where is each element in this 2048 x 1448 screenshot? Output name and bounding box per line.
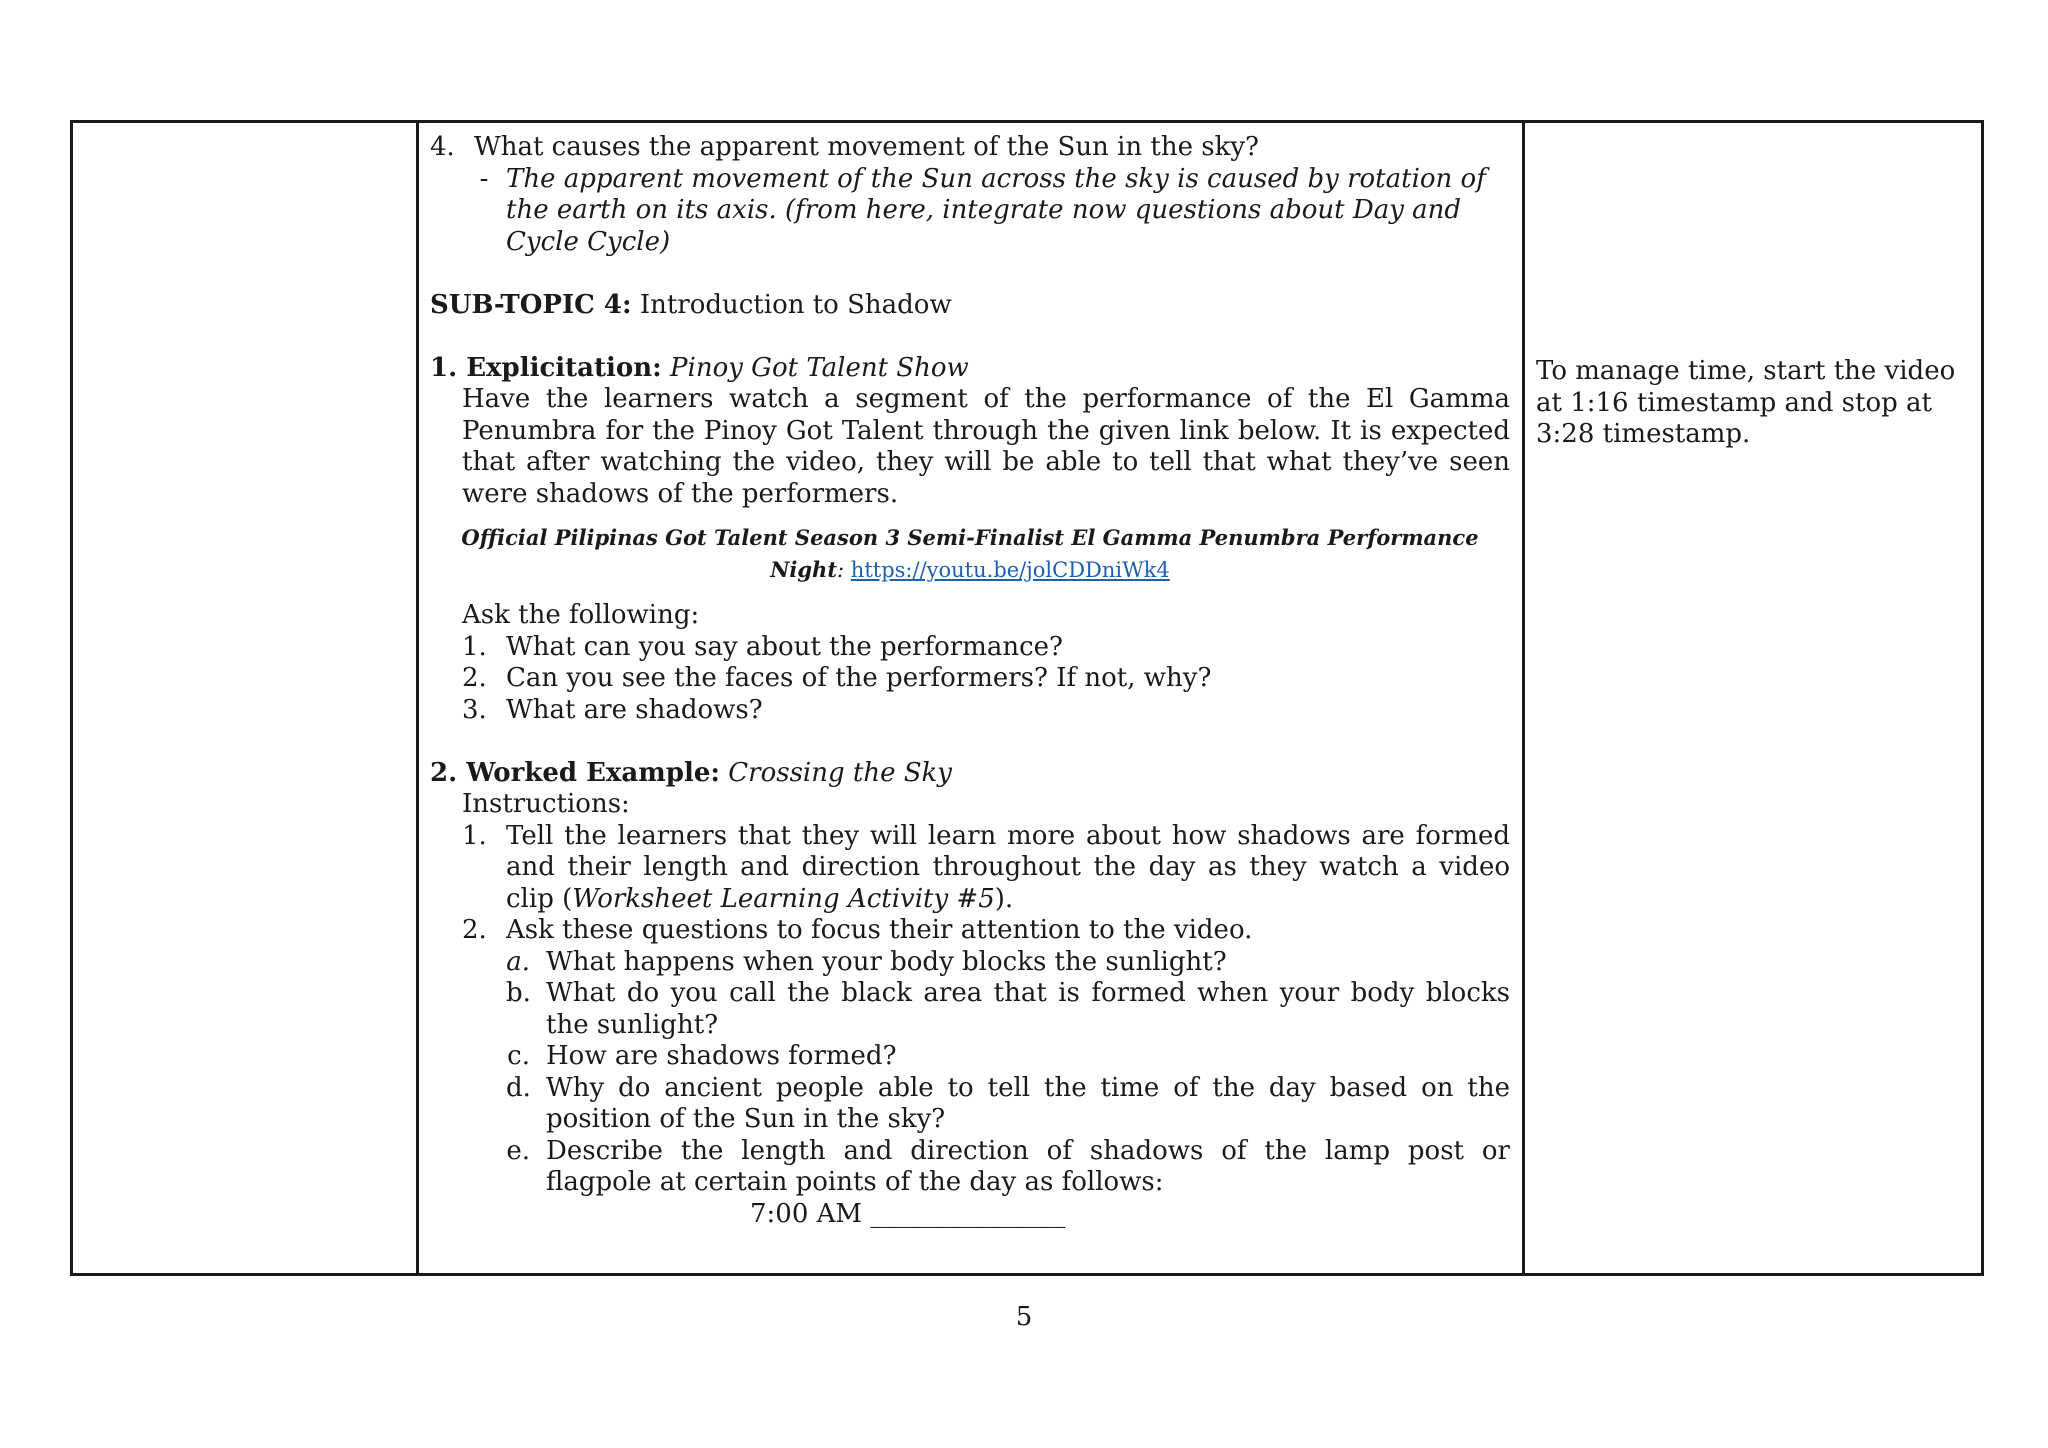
list-item: 1. Tell the learners that they will learn more about how shadows are formed and their length and direction throughout the day as they watch a video clip (Worksheet Learning Activity #5). <box>462 820 1510 914</box>
subtopic-title: Introduction to Shadow <box>639 289 952 320</box>
question-text: What causes the apparent movement of the Sun in the sky? <box>474 132 1259 162</box>
instruction-list <box>462 821 1510 1231</box>
video-title: Official Pilipinas Got Talent Season 3 Semi-Finalist El Gamma Penumbra Performance <box>461 525 1479 550</box>
list-item: 3. What are shadows? <box>462 694 763 725</box>
lesson-table <box>70 120 1984 1276</box>
explicitation-body: Have the learners watch a segment of the performance of the El Gamma Penumbra for the Pinoy Got Talent through the given link below. It is expected that after watching the video, they will be able to tell that what they’ve seen were shadows of the performers. <box>462 384 1510 509</box>
list-item: c. How are shadows formed? <box>507 1041 897 1071</box>
subtopic-heading <box>430 290 1510 322</box>
notes-column <box>1536 356 1976 451</box>
instructions-label: Instructions: <box>462 789 630 819</box>
list-item: 2. Can you see the faces of the performers? If not, why? <box>462 663 1212 693</box>
explicitation-title: Pinoy Got Talent Show <box>670 352 969 383</box>
question-4-answer <box>462 164 1510 259</box>
video-title-cont: Night <box>770 557 838 582</box>
list-item: 2. Ask these questions to focus their attention to the video. <box>462 915 1253 945</box>
ask-question-list <box>462 632 1510 727</box>
subtopic-label: SUB-TOPIC 4: <box>430 289 632 320</box>
list-item: b. What do you call the black area that is formed when your body blocks the sunlight? <box>506 978 1510 1040</box>
list-item: e. Describe the length and direction of shadows of the lamp post or flagpole at certain points of the day as follows: <box>506 1135 1510 1197</box>
worked-example-title: Crossing the Sky <box>728 757 952 788</box>
worked-example-label: 2. Worked Example: <box>430 757 720 788</box>
page-number: 5 <box>1015 1302 1033 1332</box>
explicitation-heading <box>430 353 1510 385</box>
teacher-note: To manage time, start the video at 1:16 timestamp and stop at 3:28 timestamp. <box>1536 356 1956 449</box>
ask-intro: Ask the following: <box>462 600 700 630</box>
procedure-column <box>430 132 1510 1230</box>
question-4 <box>430 132 1510 164</box>
worked-example-heading <box>430 758 1510 790</box>
answer-text: The apparent movement of the Sun across the sky is caused by rotation of the earth on its axis. (from here, integrate now questions about Day and Cycle Cycle) <box>506 163 1486 257</box>
list-number: 4. <box>430 132 455 162</box>
answer-dash: - <box>479 163 489 194</box>
time-entry: 7:00 AM _______________ <box>750 1198 1066 1229</box>
explicitation-label: 1. Explicitation: <box>430 352 662 383</box>
column-divider <box>416 123 419 1273</box>
list-item: 1. What can you say about the performance? <box>462 631 1063 662</box>
video-reference: Official Pilipinas Got Talent Season 3 Semi-Finalist El Gamma Penumbra Performance Night: https://youtu.be/jolCDDniWk4 <box>461 525 1479 582</box>
video-link[interactable]: https://youtu.be/jolCDDniWk4 <box>850 558 1170 582</box>
list-item: a. What happens when your body blocks the sunlight? <box>506 946 1227 977</box>
sub-question-list <box>506 947 1510 1231</box>
list-item: d. Why do ancient people able to tell the time of the day based on the position of the Sun in the sky? <box>506 1072 1510 1134</box>
column-divider <box>1522 123 1525 1273</box>
instruction-text: Tell the learners that they will learn more about how shadows are formed and their length and direction throughout the day as they watch a video clip (Worksheet Learning Activity #5). <box>506 820 1510 914</box>
